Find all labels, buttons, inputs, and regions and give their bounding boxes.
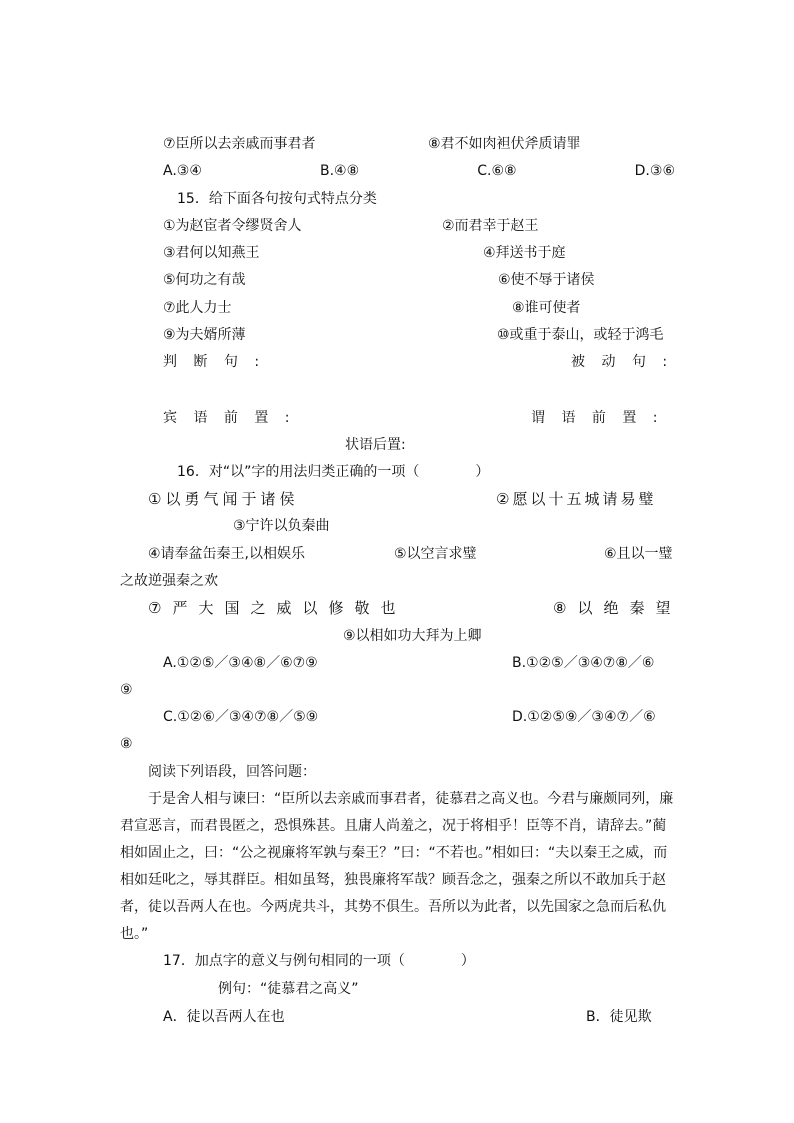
q15-category-judgment: 判 断 句 : [163,354,260,370]
q14-option-b: B.④⑧ [319,163,360,179]
reading-passage-text: 于是舍人相与谏曰：“臣所以去亲戚而事君者，徒慕君之高义也。今君与廉颇同列，廉君宣恶言，而君畏匿之，恐惧殊甚。且庸人尚羞之，况于将相乎！臣等不肖，请辞去。”蔺相如固止之，曰：“公之视廉将军孰与秦王？”曰：“不若也。”相如曰：“夫以秦王之威，而相如廷叱之，辱其群臣。相如虽驽，独畏廉将军哉？顾吾念之，强秦之所以不敢加兵于赵者，徒以吾两人在也。今两虎共斗，其势不俱生。吾所以为此者，以先国家之急而后私仇也。” [120,791,674,942]
q15-item-10: ⑩或重于泰山，或轻于鸿毛 [497,327,664,343]
q16-item-1: ①以勇气闻于诸侯 [148,490,299,508]
reading-passage [120,786,680,948]
q15-category-adverbial-post: 状语后置: [345,437,406,453]
q15-item-4: ④拜送书于庭 [483,245,566,261]
q15-item-9: ⑨为夫婿所薄 [163,327,246,343]
q14-option-d: D.③⑥ [634,163,675,179]
q16-option-a: A.①②⑤／③④⑧／⑥⑦⑨ [163,655,318,671]
q16-prompt: 16．对“以”字的用法归类正确的一项（ ） [177,464,490,480]
q16-option-b-cont: ⑨ [120,682,133,698]
q17-prompt: 17．加点字的意义与例句相同的一项（ ） [163,953,475,969]
q16-item-4: ④请奉盆缶秦王,以相娱乐 [148,546,306,562]
q16-option-d: D.①②⑤⑨／③④⑦／⑥ [512,709,656,725]
q16-option-b: B.①②⑤／③④⑦⑧／⑥ [512,655,655,671]
q15-category-object-front: 宾 语 前 置 : [163,410,290,426]
q15-category-predicate-front: 谓 语 前 置 : [531,410,658,426]
reading-intro: 阅读下列语段，回答问题： [148,764,316,780]
q16-item-7: ⑦严大国之威以修敬也 [148,599,407,617]
q14-options [163,162,675,180]
q15-item-5: ⑤何功之有哉 [163,272,246,288]
q16-item-5: ⑤以空言求璧 [394,546,477,562]
q15-item-6: ⑥使不辱于诸侯 [498,272,595,288]
q17-option-a: A．徒以吾两人在也 [163,1009,285,1025]
q15-item-2: ②而君幸于赵王 [442,218,539,234]
q15-item-8: ⑧谁可使者 [512,300,581,316]
q16-item-6-part1: ⑥且以一璧 [604,546,673,562]
q17-option-b: B．徒见欺 [586,1009,652,1025]
q16-item-2: ②愿以十五城请易璧 [496,490,657,508]
q16-item-3: ③宁许以负秦曲 [233,518,330,534]
q16-item-6-part2: 之故逆强秦之欢 [120,573,218,589]
q16-item-8: ⑧以绝秦望 [553,599,682,617]
q15-item-3: ③君何以知燕王 [163,245,260,261]
q14-option-c: C.⑥⑧ [477,163,517,179]
q16-item-9: ⑨以相如功大拜为上卿 [343,628,482,644]
q16-option-c: C.①②⑥／③④⑦⑧／⑤⑨ [163,709,319,725]
q15-item-7: ⑦此人力士 [163,300,232,316]
q17-example: 例句：“徒慕君之高义” [218,981,359,997]
q14-item-8: ⑧君不如肉袒伏斧质请罪 [428,136,581,152]
q15-item-1: ①为赵宦者令缪贤舍人 [163,218,302,234]
q14-item-7: ⑦臣所以去亲戚而事君者 [163,136,316,152]
q14-option-a: A.③④ [163,163,202,179]
q16-option-d-cont: ⑧ [120,736,133,752]
q15-category-passive: 被 动 句 : [571,354,668,370]
q15-prompt: 15．给下面各句按句式特点分类 [177,191,377,207]
